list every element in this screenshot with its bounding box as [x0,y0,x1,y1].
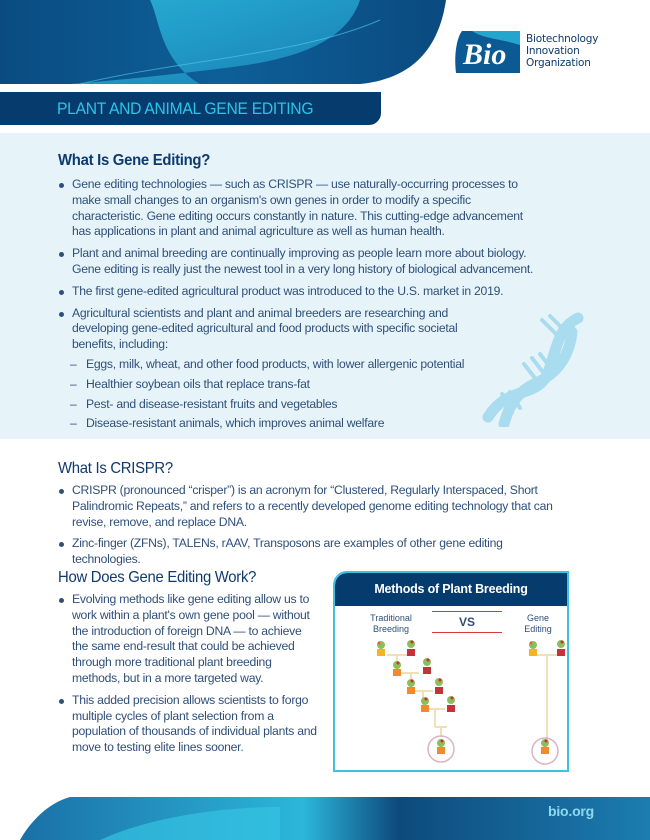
page-title: PLANT AND ANIMAL GENE EDITING [57,99,314,118]
vs-label: VS [432,611,502,633]
list-item: CRISPR (pronounced “crisper”) is an acronym for “Clustered, Regularly Interspaced, Short Palindromic Repeats,” and refers to a recently developed genome editing technology that can revise, remove, and replace DNA. [58,483,558,530]
list-item: Evolving methods like gene editing allow us to work within a plant's own gene pool — without the introduction of foreign DNA — to achieve the same end-result that could be achieved through more traditional plant breeding methods, but in a more targeted way. [58,592,318,687]
traditional-breeding-label: Traditional Breeding [370,613,412,634]
bio-logo-text [526,33,598,69]
title-bar [0,92,381,125]
list-item: The first gene-edited agricultural product was introduced to the U.S. market in 2019. [58,284,538,300]
heading-how-does-gene-editing-work: How Does Gene Editing Work? [58,569,257,586]
list-item: Gene editing technologies — such as CRISPR — use naturally-occurring processes to make small changes to an organism's own genes in order to modify a specific characteristic. Gene editing occurs constantly in nature. This cutting-edge advancement has applications in plant and animal agriculture as well as human health. [58,177,538,240]
how-list [58,592,318,762]
list-item: Agricultural scientists and plant and animal breeders are researching and developing gene-edited agricultural and food products with specific societal benefits, including: [58,306,498,353]
logo-line: Organization [526,57,591,69]
plant-pots [377,640,565,754]
footer-url-link[interactable]: bio.org [548,803,595,819]
list-item: Plant and animal breeding are continually improving as people learn more about biology. Gene editing is really just the newest tool in a very long history of biological advancement. [58,246,538,278]
heading-what-is-crispr: What Is CRISPR? [58,460,173,477]
gene-editing-list [58,177,538,436]
figure-title: Methods of Plant Breeding [335,573,567,606]
bio-logo-mark [452,27,522,75]
sub-list-item: – Disease-resistant animals, which improves animal welfare [58,416,538,432]
gene-editing-label: Gene Editing [524,613,552,634]
dna-helix-icon [480,312,585,427]
list-item: This added precision allows scientists to forgo multiple cycles of plant selection from a population of thousands of individual plants and move to testing elite lines sooner. [58,693,318,756]
bio-logo [452,27,598,75]
logo-line: Innovation [526,45,580,57]
breeding-diagram [335,637,567,772]
logo-line: Biotechnology [526,33,599,45]
crispr-list [58,483,558,574]
heading-what-is-gene-editing: What Is Gene Editing? [58,152,211,169]
sub-list-item: – Eggs, milk, wheat, and other food products, with lower allergenic potential [58,357,538,373]
sub-list-item: – Healthier soybean oils that replace trans-fat [58,377,538,393]
svg-text:Bio: Bio [463,38,507,71]
sub-list-item: – Pest- and disease-resistant fruits and vegetables [58,397,538,413]
list-item: Zinc-finger (ZFNs), TALENs, rAAV, Transposons are examples of other gene editing technologies. [58,536,558,568]
methods-of-plant-breeding-figure [333,571,569,772]
